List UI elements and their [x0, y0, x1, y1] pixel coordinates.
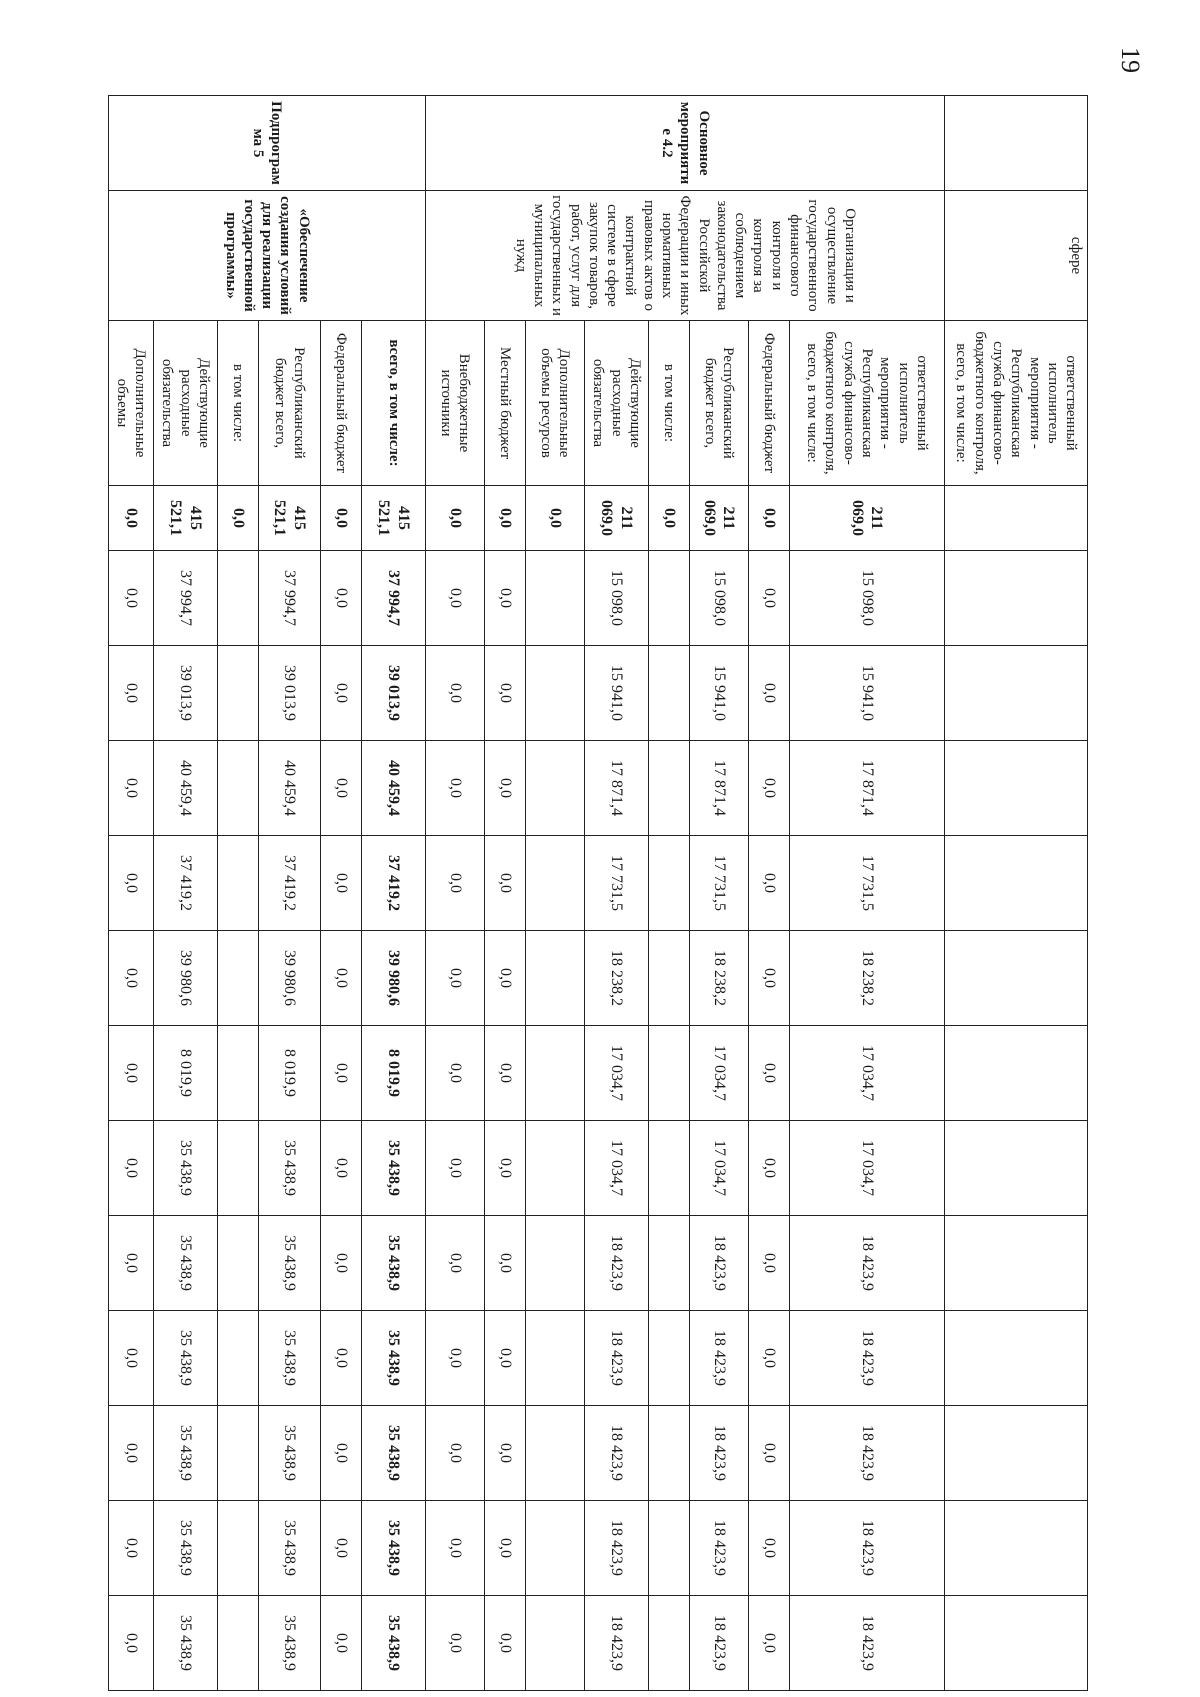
value-cell: 17 731,5 [789, 836, 945, 931]
table-row [426, 96, 485, 1691]
value-cell: 0,0 [109, 931, 154, 1026]
page-number: 19 [1116, 47, 1145, 73]
value-cell: 0,0 [109, 1406, 154, 1501]
value-cell: 0,0 [320, 1026, 361, 1121]
value-cell: 0,0 [109, 741, 154, 836]
value-cell: 0,0 [109, 1216, 154, 1311]
value-cell: 37 419,2 [153, 836, 217, 931]
value-cell: 0,0 [485, 1216, 526, 1311]
value-cell: 39 980,6 [258, 931, 320, 1026]
value-cell: 35 438,9 [361, 1501, 425, 1596]
value-cell: 0,0 [485, 931, 526, 1026]
value-cell: 18 238,2 [584, 931, 648, 1026]
value-cell: 39 013,9 [361, 646, 425, 741]
value-cell: 35 438,9 [258, 1216, 320, 1311]
value-cell [649, 1596, 690, 1691]
value-cell: 15 098,0 [689, 551, 748, 646]
value-cell: 35 438,9 [361, 1406, 425, 1501]
value-cell: 18 423,9 [689, 1406, 748, 1501]
value-cell: 0,0 [320, 741, 361, 836]
value-cell: 15 941,0 [584, 646, 648, 741]
value-cell [649, 1026, 690, 1121]
section-label: Подпрограмма 5 [109, 96, 426, 191]
value-cell: 17 871,4 [584, 741, 648, 836]
table-row [109, 96, 154, 1691]
table-row [649, 96, 690, 1691]
value-cell: 0,0 [748, 836, 789, 931]
value-cell: 18 423,9 [689, 1596, 748, 1691]
value-cell: 18 423,9 [789, 1216, 945, 1311]
section-label: Основное мероприятие 4.2 [426, 96, 945, 191]
value-cell: 17 034,7 [584, 1026, 648, 1121]
total-cell: 0,0 [525, 486, 584, 551]
source-cell: Действующие расходные обязательства [153, 321, 217, 486]
value-cell: 0,0 [109, 1311, 154, 1406]
total-cell: 211 069,0 [789, 486, 945, 551]
total-cell: 415 521,1 [361, 486, 425, 551]
value-cell [649, 1121, 690, 1216]
value-cell: 0,0 [426, 1501, 485, 1596]
value-cell [525, 1216, 584, 1311]
value-cell: 35 438,9 [361, 1311, 425, 1406]
total-cell: 0,0 [426, 486, 485, 551]
value-cell [525, 931, 584, 1026]
value-cell: 17 731,5 [584, 836, 648, 931]
value-cell: 0,0 [426, 1406, 485, 1501]
value-cell: 0,0 [748, 1216, 789, 1311]
value-cell [649, 646, 690, 741]
value-cell: 15 098,0 [789, 551, 945, 646]
total-cell: 0,0 [320, 486, 361, 551]
value-cell: 17 871,4 [689, 741, 748, 836]
value-cell: 0,0 [426, 741, 485, 836]
value-cell: 35 438,9 [258, 1406, 320, 1501]
table-row [320, 96, 361, 1691]
budget-table-container [108, 95, 1088, 1690]
table-row [525, 96, 584, 1691]
table-row [258, 96, 320, 1691]
value-cell: 39 013,9 [153, 646, 217, 741]
value-cell: 35 438,9 [153, 1216, 217, 1311]
source-cell: Республиканский бюджет всего, [689, 321, 748, 486]
value-cell: 18 423,9 [689, 1501, 748, 1596]
value-cell: 35 438,9 [361, 1596, 425, 1691]
value-cell [525, 1406, 584, 1501]
budget-table [108, 95, 1088, 1691]
value-cell: 0,0 [426, 1596, 485, 1691]
section-name: Организация и осуществление государственного финансового контроля и контроля за соблюдением законодательства Российской Федерации и иных нормативных правовых актов о контрактной системе в сфере закупок товаров, работ, услуг для государственных и муниципальных нужд [426, 191, 945, 321]
value-cell [525, 1026, 584, 1121]
value-cell [649, 551, 690, 646]
value-cell: 0,0 [109, 836, 154, 931]
value-cell: 0,0 [485, 1596, 526, 1691]
value-cell: 37 994,7 [361, 551, 425, 646]
source-cell: Республиканский бюджет всего, [258, 321, 320, 486]
value-cell: 35 438,9 [153, 1501, 217, 1596]
value-cell: 37 994,7 [153, 551, 217, 646]
total-cell: 0,0 [485, 486, 526, 551]
value-cell: 35 438,9 [258, 1311, 320, 1406]
value-cell [525, 551, 584, 646]
value-cell: 17 034,7 [584, 1121, 648, 1216]
value-cell: 8 019,9 [258, 1026, 320, 1121]
header-cell-status [945, 96, 1088, 191]
value-cell: 35 438,9 [153, 1406, 217, 1501]
value-cell: 40 459,4 [361, 741, 425, 836]
source-cell: в том числе: [217, 321, 258, 486]
value-cell: 37 994,7 [258, 551, 320, 646]
value-cell: 0,0 [748, 551, 789, 646]
value-cell [525, 836, 584, 931]
value-cell: 17 871,4 [789, 741, 945, 836]
value-cell [217, 1121, 258, 1216]
value-cell: 0,0 [320, 1311, 361, 1406]
value-cell: 37 419,2 [361, 836, 425, 931]
value-cell: 0,0 [109, 551, 154, 646]
value-cell: 0,0 [320, 1596, 361, 1691]
source-cell: Федеральный бюджет [748, 321, 789, 486]
value-cell: 0,0 [320, 1501, 361, 1596]
total-cell: 0,0 [748, 486, 789, 551]
value-cell: 0,0 [485, 1121, 526, 1216]
header-row [945, 96, 1088, 1691]
value-cell: 0,0 [426, 551, 485, 646]
value-cell: 0,0 [748, 1406, 789, 1501]
table-row [748, 96, 789, 1691]
value-cell: 0,0 [426, 1121, 485, 1216]
value-cell: 17 034,7 [689, 1121, 748, 1216]
value-cell: 15 941,0 [689, 646, 748, 741]
value-cell: 35 438,9 [361, 1216, 425, 1311]
value-cell: 0,0 [320, 836, 361, 931]
value-cell [525, 1121, 584, 1216]
value-cell: 18 423,9 [789, 1311, 945, 1406]
value-cell: 0,0 [426, 1216, 485, 1311]
value-cell: 0,0 [426, 931, 485, 1026]
section-name: «Обеспечение создания условий для реализации государственной программы» [109, 191, 426, 321]
value-cell [217, 1406, 258, 1501]
value-cell: 35 438,9 [153, 1596, 217, 1691]
total-cell: 211 069,0 [689, 486, 748, 551]
value-cell: 39 013,9 [258, 646, 320, 741]
value-cell: 0,0 [748, 1501, 789, 1596]
value-cell: 0,0 [109, 646, 154, 741]
value-cell: 0,0 [748, 646, 789, 741]
value-cell [525, 1311, 584, 1406]
value-cell: 0,0 [748, 1026, 789, 1121]
value-cell [217, 741, 258, 836]
value-cell: 35 438,9 [153, 1311, 217, 1406]
value-cell [217, 551, 258, 646]
value-cell [525, 741, 584, 836]
table-row [689, 96, 748, 1691]
value-cell: 18 238,2 [789, 931, 945, 1026]
value-cell: 0,0 [485, 1501, 526, 1596]
table-row [485, 96, 526, 1691]
value-cell: 39 980,6 [361, 931, 425, 1026]
value-cell [649, 1311, 690, 1406]
value-cell: 8 019,9 [153, 1026, 217, 1121]
value-cell [217, 1026, 258, 1121]
value-cell: 18 423,9 [789, 1501, 945, 1596]
source-cell: Федеральный бюджет [320, 321, 361, 486]
value-cell: 35 438,9 [153, 1121, 217, 1216]
value-cell [217, 646, 258, 741]
total-cell: 415 521,1 [153, 486, 217, 551]
value-cell: 15 941,0 [789, 646, 945, 741]
value-cell: 18 423,9 [789, 1406, 945, 1501]
value-cell: 0,0 [748, 931, 789, 1026]
value-cell: 40 459,4 [258, 741, 320, 836]
value-cell: 17 731,5 [689, 836, 748, 931]
table-row [153, 96, 217, 1691]
value-cell: 40 459,4 [153, 741, 217, 836]
value-cell: 8 019,9 [361, 1026, 425, 1121]
value-cell [525, 1501, 584, 1596]
value-cell: 18 423,9 [789, 1596, 945, 1691]
value-cell: 0,0 [426, 1311, 485, 1406]
value-cell [217, 1501, 258, 1596]
header-cell-source: ответственный исполнитель мероприятия - Республиканская служба финансово-бюджетного контроля, всего, в том числе: [945, 321, 1088, 486]
value-cell [525, 1596, 584, 1691]
value-cell: 0,0 [485, 1406, 526, 1501]
value-cell: 35 438,9 [258, 1596, 320, 1691]
value-cell: 18 423,9 [689, 1311, 748, 1406]
value-cell: 0,0 [109, 1026, 154, 1121]
value-cell: 0,0 [109, 1121, 154, 1216]
total-cell: 415 521,1 [258, 486, 320, 551]
value-cell: 0,0 [320, 1121, 361, 1216]
table-row [361, 96, 425, 1691]
source-cell: Дополнительные объемы ресурсов [525, 321, 584, 486]
source-cell: ответственный исполнитель мероприятия - Республиканская служба финансово-бюджетного контроля, всего, в том числе: [789, 321, 945, 486]
value-cell: 0,0 [485, 1311, 526, 1406]
value-cell [649, 1501, 690, 1596]
value-cell: 39 980,6 [153, 931, 217, 1026]
value-cell: 0,0 [485, 551, 526, 646]
total-cell: 0,0 [109, 486, 154, 551]
value-cell: 0,0 [485, 646, 526, 741]
value-cell [649, 836, 690, 931]
total-cell: 0,0 [217, 486, 258, 551]
value-cell: 0,0 [426, 1026, 485, 1121]
value-cell: 37 419,2 [258, 836, 320, 931]
source-cell: в том числе: [649, 321, 690, 486]
value-cell: 17 034,7 [789, 1026, 945, 1121]
value-cell: 35 438,9 [258, 1501, 320, 1596]
value-cell: 0,0 [109, 1596, 154, 1691]
value-cell: 18 423,9 [689, 1216, 748, 1311]
value-cell: 0,0 [109, 1501, 154, 1596]
value-cell: 0,0 [320, 646, 361, 741]
value-cell: 15 098,0 [584, 551, 648, 646]
value-cell [649, 931, 690, 1026]
value-cell: 0,0 [485, 836, 526, 931]
value-cell: 17 034,7 [689, 1026, 748, 1121]
value-cell [217, 1311, 258, 1406]
value-cell: 18 423,9 [584, 1216, 648, 1311]
value-cell: 0,0 [320, 1216, 361, 1311]
source-cell: Дополнительные объемы [109, 321, 154, 486]
value-cell [525, 646, 584, 741]
value-cell: 0,0 [320, 1406, 361, 1501]
value-cell: 0,0 [426, 646, 485, 741]
value-cell: 0,0 [485, 741, 526, 836]
source-cell: всего, в том числе: [361, 321, 425, 486]
table-row [584, 96, 648, 1691]
value-cell: 18 423,9 [584, 1311, 648, 1406]
value-cell: 17 034,7 [789, 1121, 945, 1216]
source-cell: Местный бюджет [485, 321, 526, 486]
value-cell: 18 423,9 [584, 1501, 648, 1596]
value-cell: 0,0 [748, 1311, 789, 1406]
value-cell: 0,0 [320, 931, 361, 1026]
value-cell: 18 238,2 [689, 931, 748, 1026]
total-cell: 211 069,0 [584, 486, 648, 551]
value-cell: 0,0 [748, 1596, 789, 1691]
table-row [217, 96, 258, 1691]
value-cell [649, 741, 690, 836]
total-cell: 0,0 [649, 486, 690, 551]
value-cell: 35 438,9 [258, 1121, 320, 1216]
value-cell: 18 423,9 [584, 1406, 648, 1501]
value-cell: 0,0 [748, 1121, 789, 1216]
value-cell [649, 1406, 690, 1501]
value-cell: 18 423,9 [584, 1596, 648, 1691]
header-cell-name: сфере [945, 191, 1088, 321]
source-cell: Внебюджетные источники [426, 321, 485, 486]
value-cell [217, 931, 258, 1026]
table-row [789, 96, 945, 1691]
value-cell [217, 1596, 258, 1691]
value-cell [217, 1216, 258, 1311]
value-cell [217, 836, 258, 931]
value-cell: 0,0 [485, 1026, 526, 1121]
value-cell: 35 438,9 [361, 1121, 425, 1216]
value-cell [649, 1216, 690, 1311]
source-cell: Действующие расходные обязательства [584, 321, 648, 486]
value-cell: 0,0 [320, 551, 361, 646]
value-cell: 0,0 [426, 836, 485, 931]
value-cell: 0,0 [748, 741, 789, 836]
